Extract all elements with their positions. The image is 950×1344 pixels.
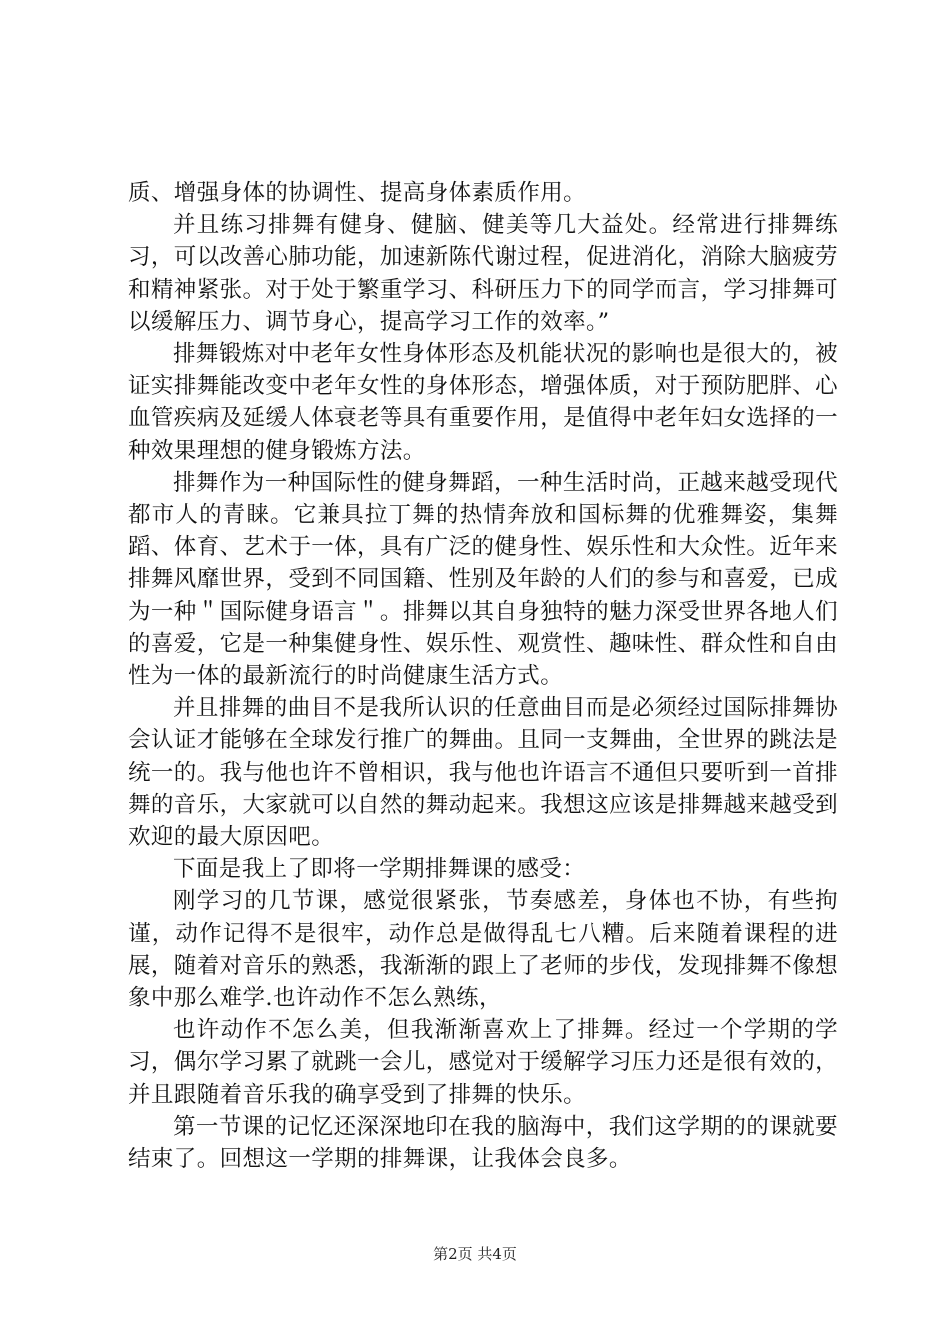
page-footer: 第2页 共4页 (433, 1245, 517, 1263)
paragraph-6: 下面是我上了即将一学期排舞课的感受： (173, 856, 586, 883)
paragraph-3: 排舞锻炼对中老年女性身体形态及机能状况的影响也是很大的，被证实排舞能改变中老年女性的身体形态，增强体质，对于预防肥胖、心血管疾病及延缓人体衰老等具有重要作用，是值得中老年妇女选择的一种效果理想的健身锻炼方法。 (128, 341, 838, 464)
paragraph-2: 并且练习排舞有健身、健脑、健美等几大益处。经常进行排舞练习，可以改善心肺功能，加速新陈代谢过程，促进消化，消除大脑疲劳和精神紧张。对于处于繁重学习、科研压力下的同学而言，学习排舞可以缓解压力、调节身心，提高学习工作的效率。” (128, 212, 838, 335)
paragraph-5: 并且排舞的曲目不是我所认识的任意曲目而是必须经过国际排舞协会认证才能够在全球发行推广的舞曲。且同一支舞曲，全世界的跳法是统一的。我与他也许不曾相识，我与他也许语言不通但只要听到一首排舞的音乐，大家就可以自然的舞动起来。我想这应该是排舞越来越受到欢迎的最大原因吧。 (128, 695, 838, 851)
paragraph-8: 也许动作不怎么美，但我渐渐喜欢上了排舞。经过一个学期的学习，偶尔学习累了就跳一会儿，感觉对于缓解学习压力还是很有效的，并且跟随着音乐我的确享受到了排舞的快乐。 (128, 1017, 838, 1108)
document-body (128, 177, 838, 1175)
paragraph-9: 第一节课的记忆还深深地印在我的脑海中，我们这学期的的课就要结束了。回想这一学期的排舞课，让我体会良多。 (128, 1113, 838, 1173)
paragraph-7: 刚学习的几节课，感觉很紧张，节奏感差，身体也不协，有些拘谨，动作记得不是很牢，动作总是做得乱七八糟。后来随着课程的进展，随着对音乐的熟悉，我渐渐的跟上了老师的步伐，发现排舞不像想象中那么难学.也许动作不怎么熟练， (128, 888, 838, 1012)
paragraph-4: 排舞作为一种国际性的健身舞蹈，一种生活时尚，正越来越受现代都市人的青睐。它兼具拉丁舞的热情奔放和国标舞的优雅舞姿，集舞蹈、体育、艺术于一体，具有广泛的健身性、娱乐性和大众性。近年来排舞风靡世界，受到不同国籍、性别及年龄的人们的参与和喜爱，已成为一种＂国际健身语言＂。排舞以其自身独特的魅力深受世界各地人们的喜爱，它是一种集健身性、娱乐性、观赏性、趣味性、群众性和自由性为一体的最新流行的时尚健康生活方式。 (128, 469, 838, 690)
paragraph-1: 质、增强身体的协调性、提高身体素质作用。 (128, 180, 587, 206)
